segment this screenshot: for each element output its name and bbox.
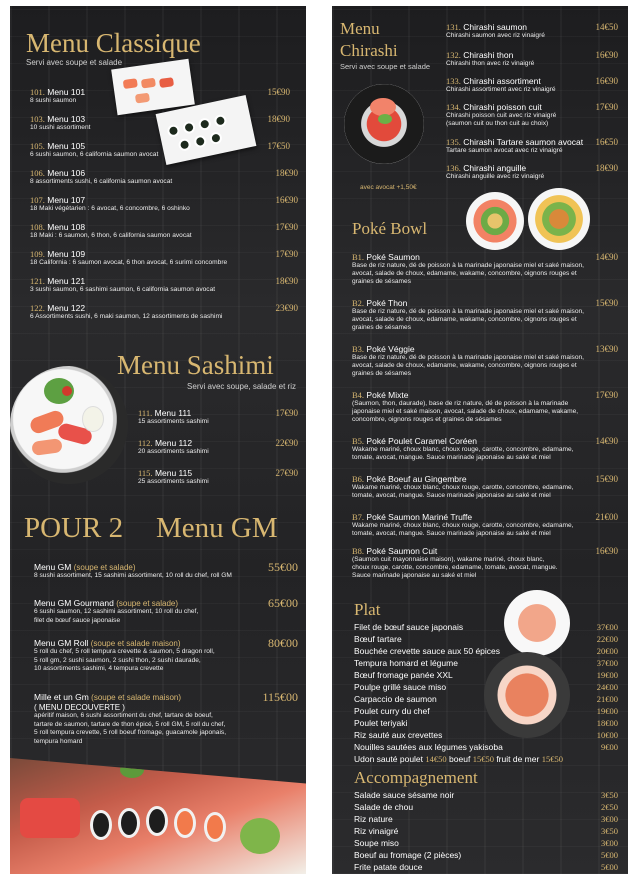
chirashi-item-131	[446, 22, 618, 40]
item-description: Chirashi thon avec riz vinaigré	[446, 60, 535, 67]
item-price: 15€90	[267, 87, 290, 97]
menu-item-101	[30, 87, 290, 106]
udon-option-price: 14€50	[425, 754, 447, 764]
item-price: 16€90	[595, 50, 618, 60]
item-name: Mille et un Gm	[34, 692, 89, 702]
item-number: 122.	[30, 303, 45, 313]
item-description: avocat, salade de choux, edamame, wakame, concombre, oignons rouges et	[352, 316, 577, 323]
item-price: 19€00	[596, 706, 618, 716]
poke-item-b3	[352, 344, 618, 378]
item-number: B1.	[352, 252, 365, 262]
item-description: Wakame mariné, choux blanc, choux rouge, carotte, concombre, edamame,	[352, 522, 574, 529]
item-number: 101.	[30, 87, 45, 97]
item-price: 13€90	[595, 344, 618, 354]
sashimi-subtitle: Servi avec soupe, salade et riz	[187, 382, 296, 391]
item-name: Menu 112	[154, 438, 193, 448]
item-description: japonaise miel et saké maison, avocat, salade de choux, edamame, wakame,	[352, 408, 579, 415]
item-price: 18€00	[596, 718, 618, 728]
item-price: 80€00	[268, 636, 298, 650]
accomp-item-6	[354, 850, 618, 860]
item-description: tomate, avocat, mangue. Sauce marinade japonaise au saké et miel	[352, 530, 551, 537]
item-description: 8 assortiments sushi, 6 california saumon avocat	[30, 178, 173, 185]
item-description: Base de riz nature, dé de poisson à la marinade japonaise miel et saké maison,	[352, 308, 585, 315]
plat-item-6	[354, 682, 618, 692]
item-price: 15€90	[595, 298, 618, 308]
plat-item-11	[354, 742, 618, 752]
accomp-item-7	[354, 862, 618, 872]
accomp-item-4	[354, 826, 618, 836]
item-description: 3 sushi saumon, 6 sashimi saumon, 6 california saumon avocat	[30, 286, 216, 293]
item-name: Menu 122	[47, 303, 86, 313]
item-description: 6 sushi saumon, 6 california saumon avocat	[30, 151, 159, 158]
item-description: Wakame mariné, choux blanc, choux rouge, carotte, concombre, edamame,	[352, 484, 574, 491]
item-price: 21€00	[596, 694, 618, 704]
item-number: 133.	[446, 76, 461, 86]
item-description: Base de riz nature, dé de poisson à la marinade japonaise miel et saké maison,	[352, 262, 585, 269]
item-price: 19€00	[596, 670, 618, 680]
item-price: 27€90	[275, 468, 298, 478]
udon-option-name: boeuf	[449, 754, 471, 764]
item-name: Menu 108	[47, 222, 86, 232]
menu-item-mille-et-un-gm	[34, 692, 298, 746]
item-name: Chirashi poisson cuit	[463, 102, 542, 112]
item-number: 131.	[446, 22, 461, 32]
menu-item-gm	[34, 562, 298, 581]
accompagnement-title: Accompagnement	[354, 768, 478, 787]
item-name: Menu 105	[47, 141, 86, 151]
item-description: graines de sésames	[352, 370, 412, 377]
menu-item-gm-gourmand	[34, 598, 298, 625]
item-price: 17€90	[275, 249, 298, 259]
item-description: 5 roll gm, 2 sushi saumon, 2 sushi thon, 2 sushi daurade,	[34, 656, 201, 664]
item-number: B7.	[352, 512, 365, 522]
item-description: 18 California : 6 saumon avocat, 6 thon avocat, 6 surimi concombre	[30, 259, 228, 266]
menu-item-105	[30, 141, 290, 160]
item-price: 3€00	[601, 814, 618, 824]
item-description: 10 assortiments sashimi, 4 tempura crevette	[34, 665, 164, 672]
item-number: 115.	[138, 468, 153, 478]
item-description: Chirashi saumon avec riz vinaigré	[446, 32, 545, 39]
item-name: Poké Saumon Mariné Truffe	[366, 512, 473, 522]
item-price: 9€00	[601, 742, 618, 752]
item-description: Wakame mariné, choux blanc, choux rouge, carotte, concombre, edamame,	[352, 446, 574, 453]
item-price: 14€90	[595, 252, 618, 262]
item-description: (Saumon, thon, daurade), base de riz nature, dé de poisson à la marinade	[352, 400, 569, 407]
item-name: Menu 109	[47, 249, 86, 259]
gm-title: Menu GM	[156, 512, 278, 544]
item-price: 5€00	[601, 850, 618, 860]
sashimi-plate-image	[10, 366, 128, 484]
item-description: apéritif maison, 6 sushi assortiment du chef, tartare de boeuf,	[34, 712, 213, 719]
poke-item-b8	[352, 546, 618, 580]
item-name: Riz nature	[354, 814, 393, 824]
item-price: 18€90	[595, 163, 618, 173]
menu-item-103	[30, 114, 290, 133]
chirashi-item-132	[446, 50, 618, 68]
item-name: Poké Véggie	[366, 344, 415, 354]
udon-option-name: fruit de mer	[496, 754, 540, 764]
item-price: 15€90	[595, 474, 618, 484]
item-description: 5 roll du chef, 5 roll tempura crevette & saumon, 5 dragon roll,	[34, 648, 215, 655]
item-name: Menu GM	[34, 562, 72, 572]
chirashi-bowl-image	[344, 84, 424, 164]
item-number: 134.	[446, 102, 461, 112]
item-price: 17€50	[267, 141, 290, 151]
item-name: Frite patate douce	[354, 862, 423, 872]
item-description: 8 sushi saumon	[30, 97, 77, 104]
plat-item-10	[354, 730, 618, 740]
plat-item-4	[354, 658, 618, 668]
item-sub: (soupe et salade maison)	[91, 693, 181, 702]
plat-item-9	[354, 718, 618, 728]
item-number: 136.	[446, 163, 461, 173]
menu-item-115	[138, 468, 298, 487]
plat-item-5	[354, 670, 618, 680]
item-price: 18€90	[275, 168, 298, 178]
sushi-platter-image	[10, 758, 306, 874]
item-description: tomate, avocat, mangue. Sauce marinade japonaise au saké et miel	[352, 454, 551, 461]
item-price: 17€90	[275, 222, 298, 232]
item-number: 105.	[30, 141, 45, 151]
item-name: Menu GM Gourmand	[34, 598, 114, 608]
item-number: 132.	[446, 50, 461, 60]
item-name: Menu 103	[47, 114, 86, 124]
chirashi-title-line1: Menu	[340, 19, 380, 38]
poke-bowl-image-2	[528, 188, 590, 250]
gm-pour-label: POUR 2	[24, 512, 124, 544]
item-name: Menu 111	[154, 408, 192, 418]
item-name: Menu 121	[47, 276, 86, 286]
item-number: 103.	[30, 114, 45, 124]
item-number: 135.	[446, 137, 461, 147]
poke-title: Poké Bowl	[352, 219, 428, 238]
item-sub: (soupe et salade maison)	[90, 639, 181, 648]
item-price: 115€00	[262, 690, 298, 704]
item-description: filet de bœuf sauce japonaise	[34, 616, 121, 624]
udon-option-name: poulet	[399, 754, 424, 764]
poke-item-b4	[352, 390, 618, 424]
menu-item-gm-roll	[34, 638, 298, 674]
item-price: 55€00	[268, 560, 298, 574]
menu-item-108	[30, 222, 298, 241]
item-number: 106.	[30, 168, 45, 178]
udon-option-price: 15€50	[472, 754, 494, 764]
item-name: Soupe miso	[354, 838, 399, 848]
item-description: avocat, salade de choux, edamame, wakame, concombre, oignons rouges et	[352, 270, 577, 277]
item-price: 10€00	[596, 730, 618, 740]
item-number: 109.	[30, 249, 45, 259]
poke-bowl-image-1	[466, 192, 524, 250]
item-number: 107.	[30, 195, 45, 205]
chirashi-item-133	[446, 76, 618, 94]
item-name: Riz sauté aux crevettes	[354, 730, 443, 740]
accomp-item-5	[354, 838, 618, 848]
item-name: Chirashi thon	[463, 50, 514, 60]
item-name: Riz vinaigré	[354, 826, 399, 836]
plat-item-udon	[354, 754, 618, 764]
item-description: graines de sésames	[352, 324, 412, 331]
item-price: 24€00	[596, 682, 618, 692]
item-number: 121.	[30, 276, 45, 286]
item-name: Chirashi anguille	[463, 163, 527, 173]
item-description: concombre, oignons rouges et graines de sésames	[352, 416, 502, 423]
item-number: B5.	[352, 436, 365, 446]
item-name: Nouilles sautées aux légumes yakisoba	[354, 742, 503, 752]
item-name: Poké Poulet Caramel Coréen	[366, 436, 477, 446]
item-number: B8.	[352, 546, 365, 556]
sashimi-title: Menu Sashimi	[117, 350, 274, 380]
left-menu-panel	[10, 6, 306, 874]
item-name: Chirashi Tartare saumon avocat	[463, 137, 584, 147]
item-name: Poulet teriyaki	[354, 718, 408, 728]
item-description: (saumon cuit ou thon cuit au choix)	[446, 120, 549, 127]
item-price: 18€90	[275, 276, 298, 286]
item-price: 65€00	[268, 596, 298, 610]
plat-item-8	[354, 706, 618, 716]
item-extra: ( MENU DECOUVERTE )	[34, 703, 125, 712]
item-price: 17€90	[595, 390, 618, 400]
item-name: Menu 106	[47, 168, 86, 178]
item-price: 3€50	[601, 790, 618, 800]
poke-item-b7	[352, 512, 618, 538]
menu-item-112	[138, 438, 298, 457]
item-name: Tempura homard et légume	[354, 658, 458, 668]
item-name: Bœuf tartare	[354, 634, 402, 644]
menu-item-121	[30, 276, 298, 295]
chirashi-avocat-note: avec avocat +1,50€	[360, 184, 417, 191]
item-price: 14€90	[595, 436, 618, 446]
item-description: 6 Assortiments sushi, 6 maki saumon, 12 assortiments de sashimi	[30, 313, 223, 320]
chirashi-item-134	[446, 102, 618, 128]
item-price: 14€50	[595, 22, 618, 32]
item-description: Base de riz nature, dé de poisson à la marinade japonaise miel et saké maison,	[352, 354, 585, 361]
item-number: B2.	[352, 298, 365, 308]
poke-item-b1	[352, 252, 618, 286]
item-name: Menu 107	[47, 195, 86, 205]
item-description: Chirashi poisson cuit avec riz vinaigré	[446, 112, 557, 119]
item-description: tomate, avocat, mangue. Sauce marinade japonaise au saké et miel	[352, 492, 551, 499]
item-price: 3€50	[601, 826, 618, 836]
item-name: Poulet curry du chef	[354, 706, 430, 716]
accomp-item-3	[354, 814, 618, 824]
plat-item-3	[354, 646, 618, 656]
menu-item-109	[30, 249, 298, 268]
item-description: choux rouge, carotte, concombre, edamame, tomate, avocat, mangue.	[352, 564, 558, 571]
item-number: B3.	[352, 344, 365, 354]
item-price: 16€50	[595, 137, 618, 147]
item-name: Poké Thon	[366, 298, 408, 308]
item-description: 15 assortiments sashimi	[138, 418, 209, 425]
item-name: Menu 101	[47, 87, 86, 97]
item-price: 5€00	[601, 862, 618, 872]
plat-title: Plat	[354, 600, 381, 619]
item-name: Bouchée crevette sauce aux 50 épices	[354, 646, 501, 656]
item-name: Poké Mixte	[366, 390, 409, 400]
item-number: B6.	[352, 474, 365, 484]
item-price: 22€90	[275, 438, 298, 448]
poke-item-b6	[352, 474, 618, 500]
classique-title: Menu Classique	[26, 28, 201, 58]
item-price: 37€00	[596, 622, 618, 632]
item-name: Bœuf fromage panée XXL	[354, 670, 453, 680]
classique-subtitle: Servi avec soupe et salade	[26, 58, 123, 67]
item-name: Poulpe grillé sauce miso	[354, 682, 447, 692]
item-description: (Saumon cuit mayonnaise maison), wakame mariné, choux blanc,	[352, 556, 545, 563]
item-description: 10 sushi assortiment	[30, 124, 91, 131]
item-name: Poké Saumon	[366, 252, 420, 262]
item-sub: (soupe et salade)	[73, 563, 136, 572]
item-description: avocat, salade de choux, edamame, wakame, concombre, oignons rouges et	[352, 362, 577, 369]
accomp-item-2	[354, 802, 618, 812]
item-price: 16€90	[595, 76, 618, 86]
item-number: 111.	[138, 408, 153, 418]
right-menu-panel	[332, 6, 628, 874]
item-description: tempura homard	[34, 737, 83, 745]
item-number: B4.	[352, 390, 365, 400]
item-name: Salade sauce sésame noir	[354, 790, 455, 800]
menu-item-111	[138, 408, 298, 427]
menu-item-106	[30, 168, 298, 187]
plat-item-2	[354, 634, 618, 644]
item-description: Sauce marinade japonaise au saké et miel	[352, 572, 477, 579]
item-name: Boeuf au fromage (2 pièces)	[354, 850, 462, 860]
item-price: 3€00	[601, 838, 618, 848]
item-name: Chirashi assortiment	[463, 76, 541, 86]
item-description: tartare de saumon, tartare de thon épicé, 5 roll GM, 5 roll du chef,	[34, 720, 226, 728]
plat-item-1	[354, 622, 618, 632]
item-description: Chirashi anguille avec riz vinaigré	[446, 173, 545, 180]
item-price: 21€00	[595, 512, 618, 522]
chirashi-title-line2: Chirashi	[340, 41, 398, 60]
item-price: 16€90	[275, 195, 298, 205]
item-name: Poké Saumon Cuit	[366, 546, 438, 556]
item-description: 8 sushi assortiment, 15 sashimi assortiment, 10 roll du chef, roll GM	[34, 572, 232, 579]
udon-option-price: 15€50	[541, 754, 563, 764]
poke-item-b5	[352, 436, 618, 462]
item-description: graines de sésames	[352, 278, 412, 285]
item-description: Tartare saumon avocat avec riz vinaigré	[446, 147, 563, 154]
item-price: 20€00	[596, 646, 618, 656]
item-name: Carpaccio de saumon	[354, 694, 437, 704]
item-price: 2€50	[601, 802, 618, 812]
item-name: Udon sauté	[354, 754, 398, 764]
item-price: 18€90	[267, 114, 290, 124]
item-price: 37€00	[596, 658, 618, 668]
item-name: Chirashi saumon	[463, 22, 528, 32]
item-description: Chirashi assortiment avec riz vinaigré	[446, 86, 556, 93]
chirashi-item-136	[446, 163, 618, 181]
item-description: 18 Maki végétarien : 6 avocat, 6 concombre, 6 oshinko	[30, 205, 190, 212]
item-description: 5 roll tempura crevette, 5 roll boeuf fromage, guacamole japonais,	[34, 729, 227, 736]
item-price: 17€90	[595, 102, 618, 112]
item-name: Poké Boeuf au Gingembre	[366, 474, 467, 484]
item-price: 23€90	[275, 303, 298, 313]
plat-item-7	[354, 694, 618, 704]
item-price: 16€90	[595, 546, 618, 556]
menu-item-107	[30, 195, 298, 214]
item-sub: (soupe et salade)	[116, 599, 179, 608]
item-name: Menu GM Roll	[34, 638, 89, 648]
item-price: 22€00	[596, 634, 618, 644]
item-number: 108.	[30, 222, 45, 232]
chirashi-subtitle: Servi avec soupe et salade	[340, 62, 431, 71]
chirashi-item-135	[446, 137, 618, 155]
item-description: 6 sushi saumon, 12 sashimi assortiment, 10 roll du chef,	[34, 608, 199, 615]
item-description: 25 assortiments sashimi	[138, 478, 209, 485]
item-number: 112.	[138, 438, 153, 448]
item-name: Filet de bœuf sauce japonais	[354, 622, 464, 632]
accomp-item-1	[354, 790, 618, 800]
menu-item-122	[30, 303, 298, 322]
poke-item-b2	[352, 298, 618, 332]
item-name: Menu 115	[154, 468, 193, 478]
item-name: Salade de chou	[354, 802, 414, 812]
item-price: 17€90	[275, 408, 298, 418]
item-description: 20 assortiments sashimi	[138, 448, 209, 455]
item-description: 18 Maki : 6 saumon, 6 thon, 6 california saumon avocat	[30, 232, 192, 239]
